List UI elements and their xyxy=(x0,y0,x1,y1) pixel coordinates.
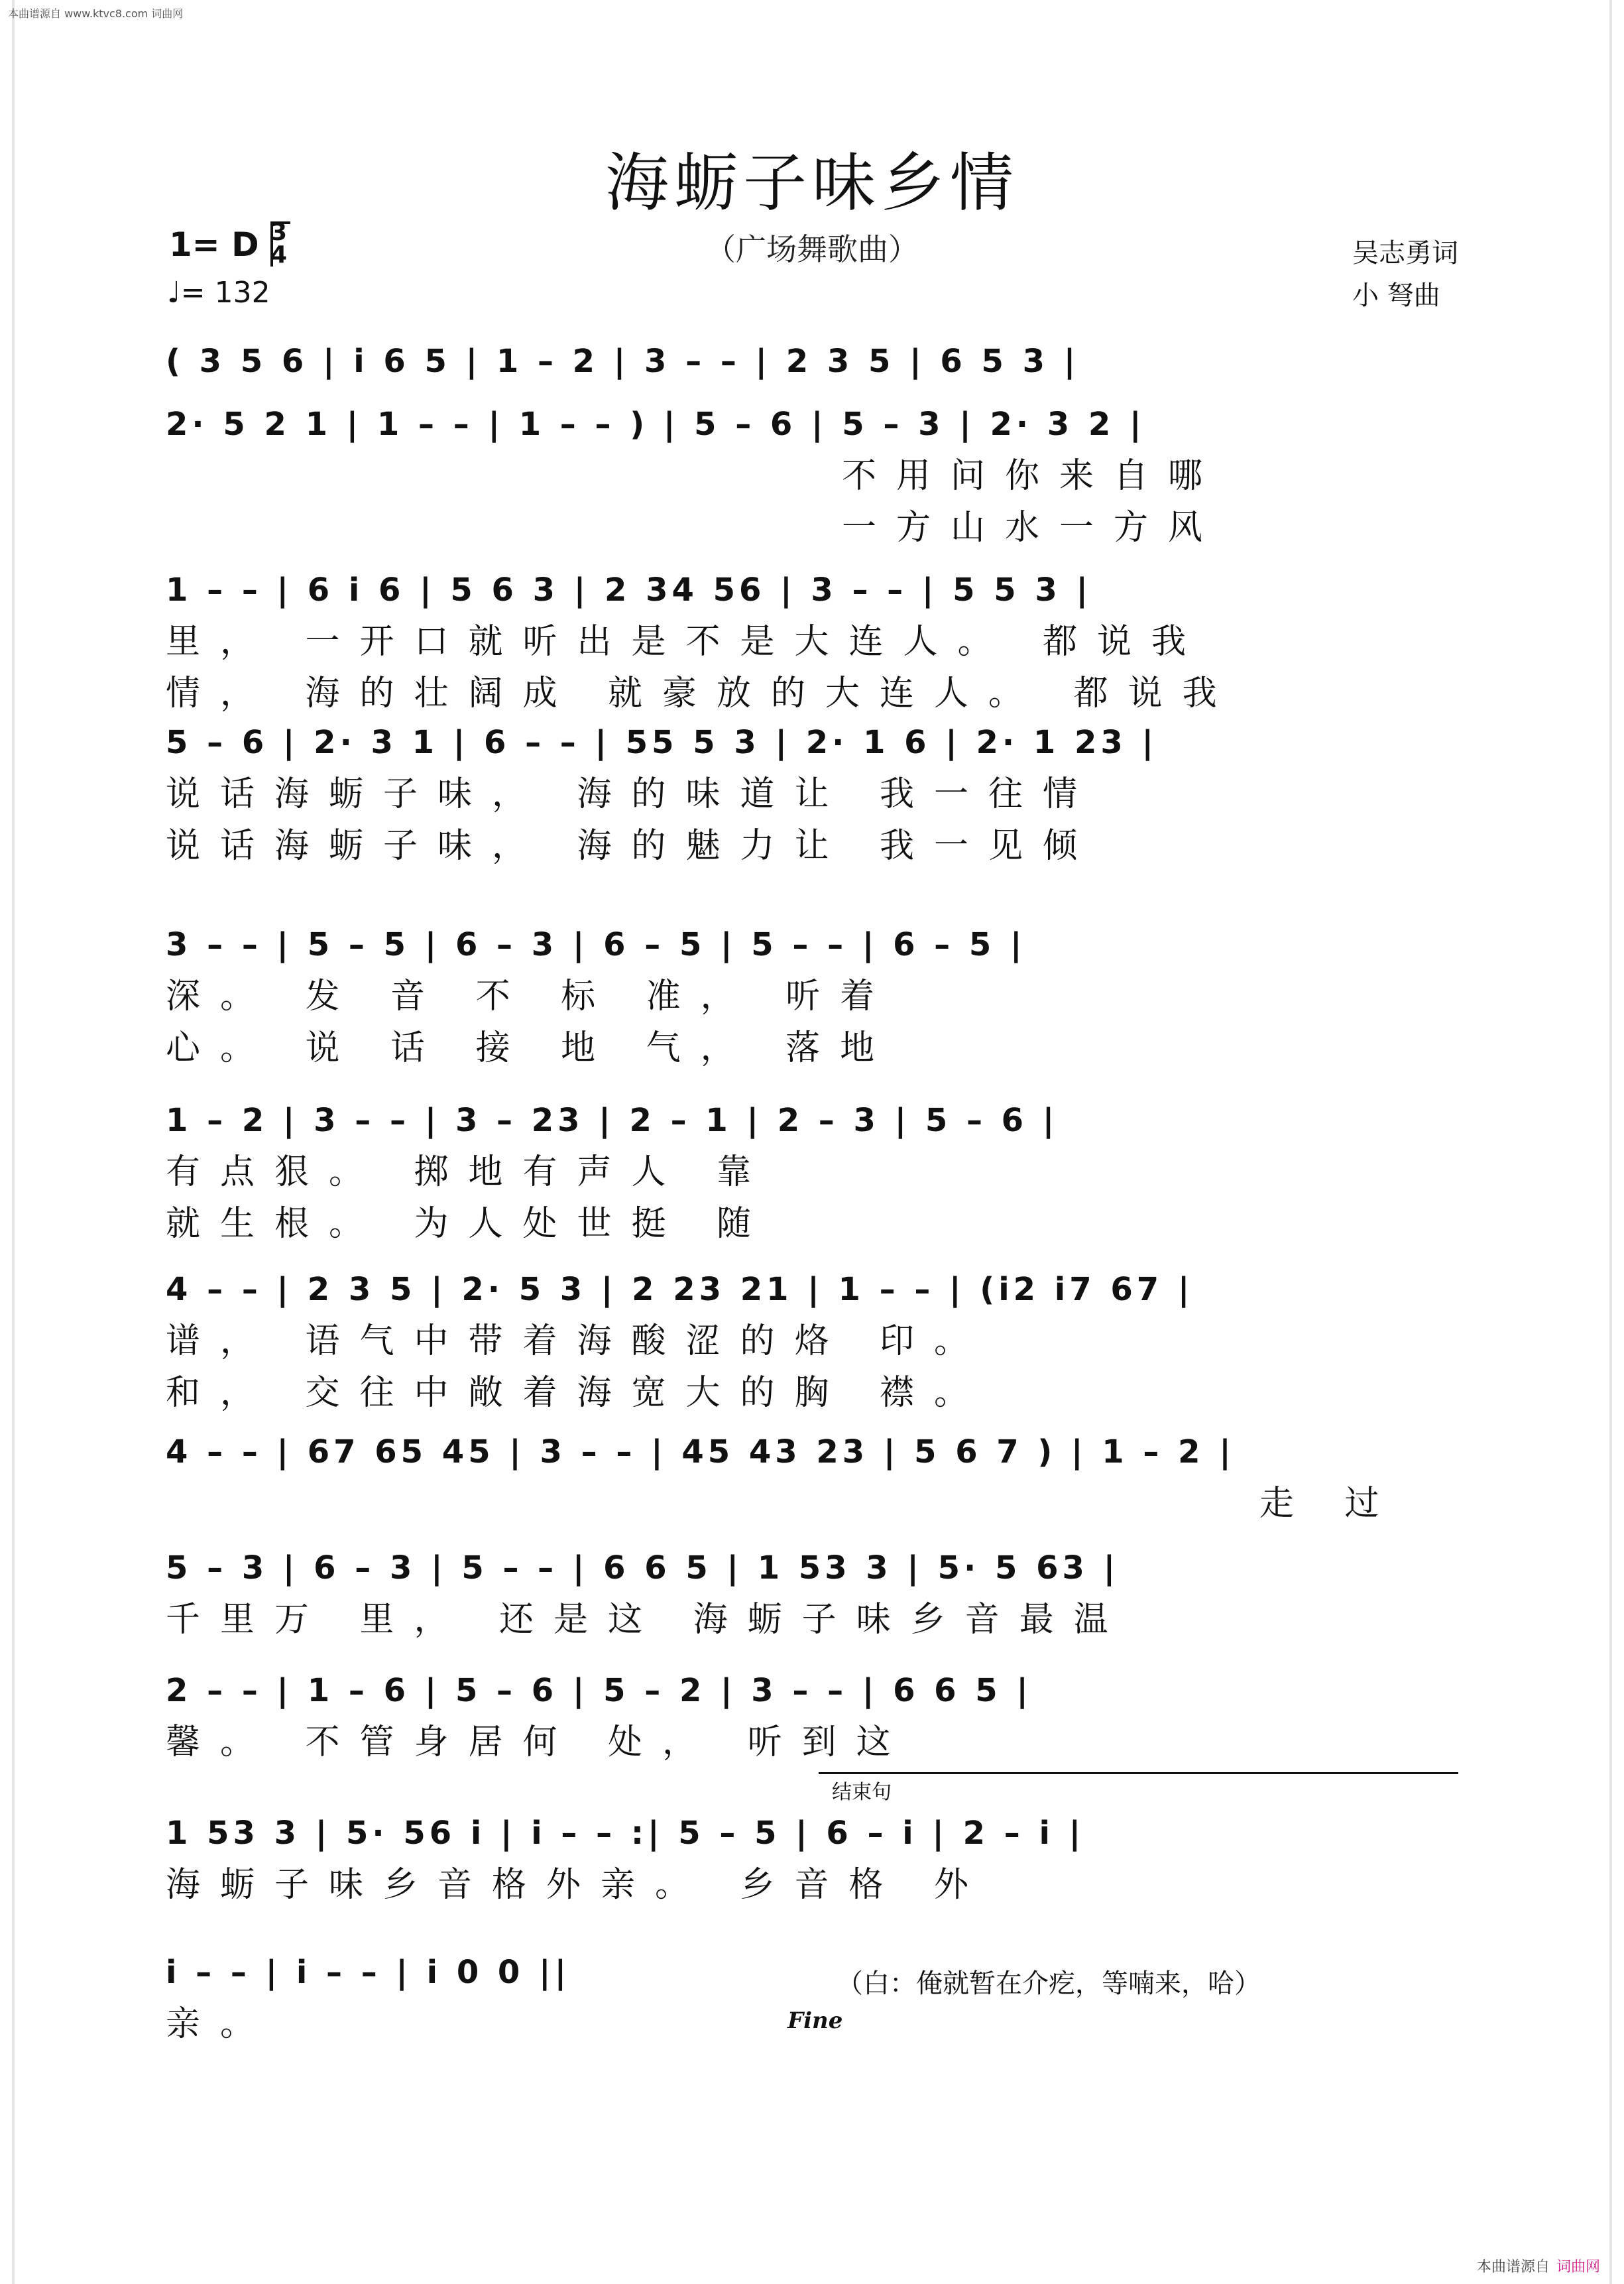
notation-row xyxy=(166,1094,1458,1147)
spoken-line: （白：俺就暂在介疙，等喃来，哈） xyxy=(837,1968,1261,1999)
left-border xyxy=(12,0,15,2284)
notation-text: 1 – 2 | 3 – – | 3 – 23 | 2 – 1 | 2 – 3 | 5 – 6 | xyxy=(166,1102,1059,1139)
notation-row xyxy=(166,1425,1458,1478)
notation-text: 4 – – | 2 3 5 | 2· 5 3 | 2 23 21 | 1 – – | (i2 i7 67 | xyxy=(166,1271,1194,1308)
notation-row xyxy=(166,398,1458,451)
footer-note xyxy=(1477,2255,1600,2276)
lyric-line xyxy=(166,819,1458,872)
notation-row xyxy=(166,335,1458,388)
lyric-text: 就生根。 为人处世挺 随 xyxy=(166,1204,772,1244)
lyric-text: 亲。 xyxy=(166,2004,275,2044)
lyric-text: 海蛎子味乡音格外亲。 乡音格 外 xyxy=(166,1865,989,1905)
lyric-text: 谱， 语气中带着海酸涩的烙 印。 xyxy=(166,1321,989,1361)
notation-text: 2· 5 2 1 | 1 – – | 1 – – ) | 5 – 6 | 5 – 3 | 2· 3 2 | xyxy=(166,406,1145,443)
source-note: 本曲谱源自 www.ktvc8.com 词曲网 xyxy=(8,7,184,20)
lyric-line xyxy=(166,1315,1458,1368)
fine-marking: Fine xyxy=(787,2008,843,2034)
right-border xyxy=(1609,0,1612,2284)
notation-text: 2 – – | 1 – 6 | 5 – 6 | 5 – 2 | 3 – – | 6 6 5 | xyxy=(166,1672,1032,1709)
lyric-line xyxy=(166,1197,1458,1250)
notation-text: 5 – 6 | 2· 3 1 | 6 – – | 55 5 3 | 2· 1 6 | 2· 1 23 | xyxy=(166,724,1158,761)
notation-row xyxy=(166,918,1458,971)
song-title: 海蛎子味乡情 xyxy=(605,146,1019,220)
lyric-line xyxy=(166,1146,1458,1199)
lyric-line xyxy=(166,1716,1458,1769)
notation-row xyxy=(166,564,1458,617)
composer-credit: 小 弩曲 xyxy=(1352,280,1440,311)
lyric-line xyxy=(166,450,1458,503)
lyric-text: 有点狠。 掷地有声人 靠 xyxy=(166,1152,772,1192)
notation-text: 5 – 3 | 6 – 3 | 5 – – | 6 6 5 | 1 53 3 | 5· 5 63 | xyxy=(166,1549,1120,1587)
footer-right: 词曲网 xyxy=(1556,2259,1600,2275)
notation-text: i – – | i – – | i 0 0 || xyxy=(166,1954,571,1991)
notation-text: ( 3 5 6 | i 6 5 | 1 – 2 | 3 – – | 2 3 5 | 6 5 3 | xyxy=(166,343,1080,380)
lyric-text: 一方山水一方风 xyxy=(842,508,1223,548)
lyric-text: 走 过 xyxy=(1259,1484,1399,1524)
notation-row xyxy=(166,1263,1458,1316)
lyric-line xyxy=(166,768,1458,821)
lyric-text: 不用问你来自哪 xyxy=(842,456,1223,496)
lyric-line xyxy=(166,970,1458,1023)
footer-left: 本曲谱源自 xyxy=(1476,2259,1550,2275)
lyric-line xyxy=(166,1022,1458,1075)
time-signature xyxy=(270,221,287,267)
notation-row xyxy=(166,1807,1458,1860)
meter-bottom: 4 xyxy=(270,241,288,269)
lyric-line xyxy=(166,615,1458,668)
lyric-text: 里， 一开口就听出是不是大连人。 都说我 xyxy=(166,622,1206,662)
lyric-text: 心。 说 话 接 地 气， 落地 xyxy=(166,1028,895,1068)
notation-row xyxy=(166,1946,1458,1999)
lyric-text: 说话海蛎子味， 海的魅力让 我一见倾 xyxy=(166,826,1098,866)
lyric-text: 千里万 里， 还是这 海蛎子味乡音最温 xyxy=(166,1600,1128,1640)
lyric-line xyxy=(166,1593,1458,1646)
lyric-text: 情， 海的壮阔成 就豪放的大连人。 都说我 xyxy=(166,674,1237,713)
ending-bracket xyxy=(819,1772,1458,1774)
meter-divider xyxy=(270,221,290,267)
notation-row xyxy=(166,1541,1458,1594)
notation-row xyxy=(166,716,1458,769)
meter-top: 3 xyxy=(270,219,288,246)
notation-text: 3 – – | 5 – 5 | 6 – 3 | 6 – 5 | 5 – – | 6 – 5 | xyxy=(166,926,1026,963)
lyric-text: 深。 发 音 不 标 准， 听着 xyxy=(166,977,895,1016)
song-subtitle: （广场舞歌曲） xyxy=(705,231,919,267)
lyric-text: 馨。 不管身居何 处， 听到这 xyxy=(166,1722,911,1762)
notation-text: 1 53 3 | 5· 56 i | i – – :| 5 – 5 | 6 – i | 2 – i | xyxy=(166,1815,1085,1852)
notation-text: 4 – – | 67 65 45 | 3 – – | 45 43 23 | 5 6 7 ) | 1 – 2 | xyxy=(166,1433,1235,1471)
tempo-marking: ♩= 132 xyxy=(167,276,270,310)
lyric-line xyxy=(166,1858,1458,1911)
lyric-text: 说话海蛎子味， 海的味道让 我一往情 xyxy=(166,774,1098,814)
lyric-line xyxy=(166,501,1458,554)
lyric-text: 和， 交往中敞着海宽大的胸 襟。 xyxy=(166,1373,989,1413)
ending-label: 结束句 xyxy=(832,1781,892,1804)
lyric-line xyxy=(166,667,1458,720)
notation-row xyxy=(166,1664,1458,1717)
lyric-line xyxy=(166,1477,1458,1530)
lyric-line xyxy=(166,1366,1458,1419)
key-signature: 1= D xyxy=(169,225,259,264)
lyricist-credit: 吴志勇词 xyxy=(1352,238,1458,269)
credits xyxy=(1352,232,1458,317)
notation-text: 1 – – | 6 i 6 | 5 6 3 | 2 34 56 | 3 – – | 5 5 3 | xyxy=(166,571,1092,609)
